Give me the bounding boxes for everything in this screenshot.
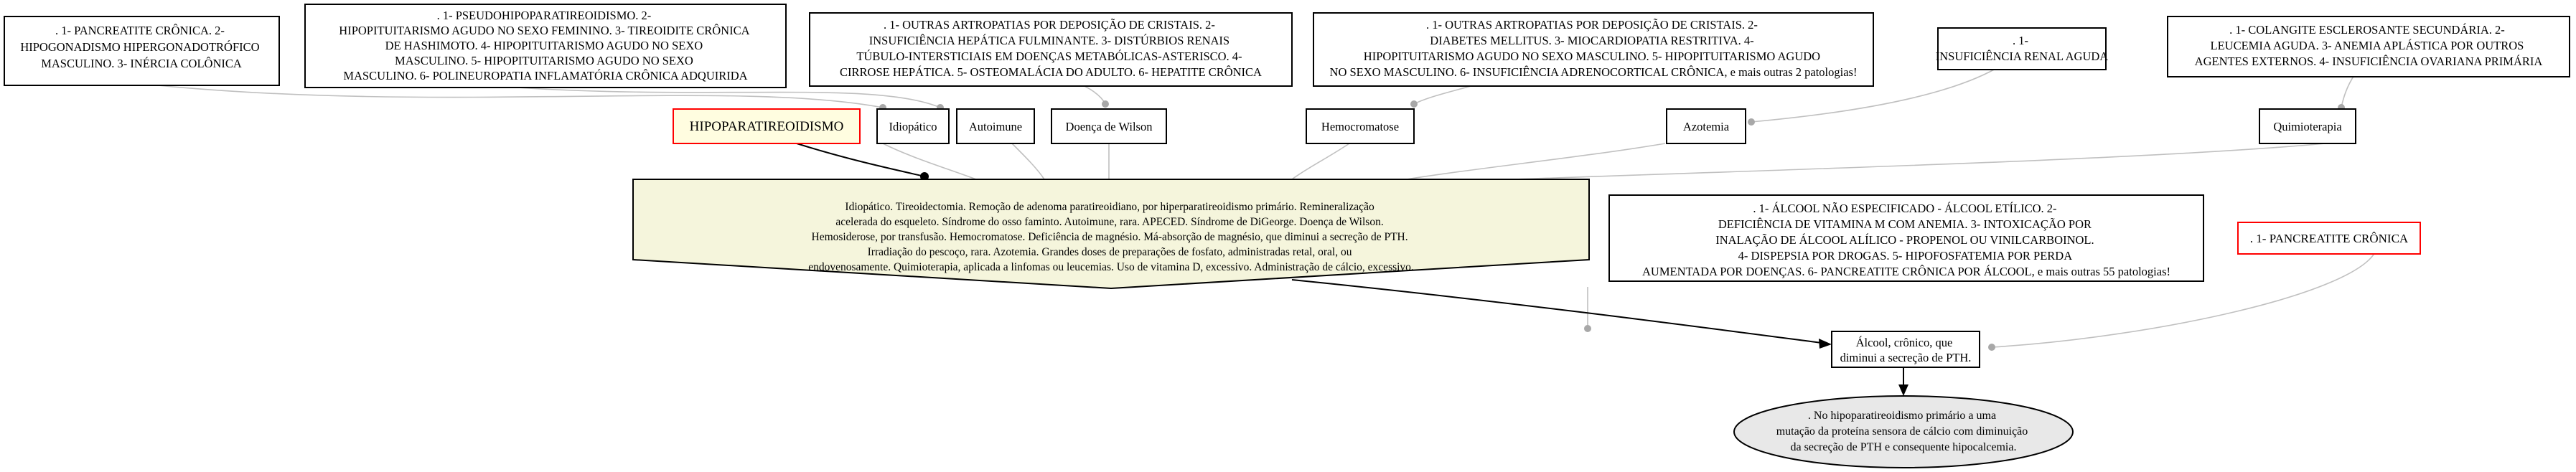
node-alcool-cronico — [1832, 331, 1980, 367]
text-line: Idiopático. Tireoidectomia. Remoção de adenoma paratireoidiano, por hiperparatireoidismo primário. Remineralização — [845, 201, 1374, 213]
note-pseudohipoparatireoidismo — [305, 4, 786, 88]
text-line: AUMENTADA POR DOENÇAS. 6- PANCREATITE CRÔNICA POR ÁLCOOL, e mais outras 55 patologias! — [1642, 265, 2170, 278]
text-line: . No hipoparatireoidismo primário a uma — [1807, 410, 1997, 422]
text-line: endovenosamente. Quimioterapia, aplicada a linfomas ou leucemias. Uso de vitamina D, excessivo. Administração de cálcio, excessivo. — [808, 261, 1414, 273]
text-line: MASCULINO. 5- HIPOPITUITARISMO AGUDO NO SEXO — [395, 54, 693, 67]
top-notes — [4, 4, 2570, 88]
note-artropatias-cirrose — [810, 13, 1292, 86]
node-text — [20, 24, 262, 70]
text-line: HIPOGONADISMO HIPERGONADOTRÓFICO — [20, 40, 260, 54]
text-line: MASCULINO. 3- INÉRCIA COLÔNICA — [41, 57, 242, 70]
note-alcool-patologias — [1609, 195, 2203, 281]
text-line: TÚBULO-INTERSTICIAIS EM DOENÇAS METABÓLICAS-ASTERISCO. 4- — [856, 49, 1242, 63]
text-line: da secreção de PTH e consequente hipocalcemia. — [1790, 441, 2017, 453]
text-line: . 1- PSEUDOHIPOPARATIREOIDISMO. 2- — [436, 9, 652, 22]
node-text — [808, 201, 1414, 273]
dot-wilson — [1102, 100, 1109, 108]
edge-note6-quimioterapia — [2341, 75, 2354, 108]
text-line: DEFICIÊNCIA DE VITAMINA M COM ANEMIA. 3- INTOXICAÇÃO POR — [1718, 217, 2092, 231]
text-line: acelerada do esqueleto. Síndrome do osso faminto. Autoimune, rara. APECED. Síndrome de DiGeorge. Doença de Wilson. — [835, 216, 1384, 228]
node-text: HIPOPARATIREOIDISMO — [689, 119, 844, 134]
cause-nodes — [673, 109, 2356, 143]
edge-hemocromatose-central — [1292, 143, 1349, 179]
node-autoimune — [957, 109, 1034, 143]
text-line: Álcool, crônico, que — [1855, 336, 1953, 349]
node-hipoparatireoidismo — [673, 109, 860, 143]
text-line: mutação da proteína sensora de cálcio com diminuição — [1776, 425, 2028, 438]
text-line: DIABETES MELLITUS. 3- MIOCARDIOPATIA RESTRITIVA. 4- — [1430, 34, 1754, 47]
text-line: NO SEXO MASCULINO. 6- INSUFICIÊNCIA ADRENOCORTICAL CRÔNICA, e mais outras 2 patologias! — [1329, 65, 1858, 79]
node-text — [2195, 23, 2543, 68]
result-node — [1734, 396, 2073, 468]
edge-azotemia-central — [1407, 143, 1665, 179]
node-text: . 1- PANCREATITE CRÔNICA — [2249, 232, 2409, 245]
node-azotemia — [1667, 109, 1746, 143]
node-text: Hemocromatose — [1321, 120, 1400, 133]
text-line: LEUCEMIA AGUDA. 3- ANEMIA APLÁSTICA POR OUTROS — [2210, 39, 2524, 52]
note-colangite — [2168, 16, 2570, 77]
arrow-central-alcool — [1819, 339, 1832, 349]
note-pancreatite-hipogonadismo — [4, 16, 279, 85]
text-line: INSUFICIÊNCIA HEPÁTICA FULMINANTE. 3- DISTÚRBIOS RENAIS — [868, 34, 1230, 47]
text-line: . 1- — [2012, 34, 2028, 47]
edge-quimioterapia-central — [1514, 143, 2326, 179]
node-text: Idiopático — [889, 120, 937, 133]
edge-idiopatico-central — [883, 143, 976, 179]
note-insuficiencia-renal — [1936, 28, 2109, 70]
node-idiopatico — [877, 109, 949, 143]
text-line: HIPOPITUITARISMO AGUDO NO SEXO FEMININO. 3- TIREOIDITE CRÔNICA — [339, 24, 749, 37]
text-line: MASCULINO. 6- POLINEUROPATIA INFLAMATÓRIA CRÔNICA ADQUIRIDA — [343, 69, 748, 82]
dot-hemocromatose — [1410, 100, 1418, 108]
text-line: INALAÇÃO DE ÁLCOOL ALÍLICO - PROPENOL OU VINILCARBOINOL. — [1715, 233, 2094, 247]
text-line: DE HASHIMOTO. 4- HIPOPITUITARISMO AGUDO NO SEXO — [385, 39, 703, 52]
text-line: . 1- OUTRAS ARTROPATIAS POR DEPOSIÇÃO DE CRISTAIS. 2- — [1425, 18, 1758, 32]
text-line: . 1- ÁLCOOL NÃO ESPECIFICADO - ÁLCOOL ETÍLICO. 2- — [1753, 202, 2057, 215]
node-text: Azotemia — [1682, 120, 1730, 133]
node-text: Autoimune — [968, 120, 1023, 133]
node-hemocromatose — [1306, 109, 1414, 143]
node-quimioterapia — [2259, 109, 2356, 143]
text-line: . 1- PANCREATITE CRÔNICA. 2- — [55, 24, 225, 37]
node-doenca-de-wilson — [1052, 109, 1166, 143]
node-text — [1776, 410, 2031, 453]
note-pancreatite-cronica — [2238, 222, 2420, 254]
text-line: . 1- COLANGITE ESCLEROSANTE SECUNDÁRIA. 2- — [2229, 23, 2505, 37]
text-line: HIPOPITUITARISMO AGUDO NO SEXO MASCULINO. 5- HIPOPITUITARISMO AGUDO — [1363, 49, 1821, 63]
text-line: Irradiação do pescoço, rara. Azotemia. Grandes doses de preparações de fosfato, administradas retal, oral, ou — [867, 246, 1352, 258]
dot-pancreatite — [1988, 344, 1995, 351]
edge-hipo-central — [797, 143, 922, 176]
text-line: 4- DISPEPSIA POR DROGAS. 5- HIPOFOSFATEMIA POR PERDA — [1738, 249, 2072, 263]
text-line: . 1- OUTRAS ARTROPATIAS POR DEPOSIÇÃO DE CRISTAIS. 2- — [883, 18, 1215, 32]
node-text: Doença de Wilson — [1065, 120, 1153, 133]
text-line: CIRROSE HEPÁTICA. 5- OSTEOMALÁCIA DO ADULTO. 6- HEPATITE CRÔNICA — [840, 65, 1262, 79]
text-line: Hemosiderose, por transfusão. Hemocromatose. Deficiência de magnésio. Má-absorção de magnésio, que diminui a secreção de PTH. — [811, 231, 1408, 243]
note-artropatias-diabetes — [1313, 13, 1873, 86]
text-line: diminui a secreção de PTH. — [1840, 351, 1972, 364]
arrow-alcool-result — [1898, 384, 1908, 396]
edge-autoimune-central — [1012, 143, 1044, 179]
central-causes-node — [633, 179, 1589, 288]
node-text: Quimioterapia — [2273, 120, 2342, 133]
edge-central-alcool — [1292, 280, 1822, 343]
edge-note2-autoimune — [517, 88, 940, 108]
text-line: AGENTES EXTERNOS. 4- INSUFICIÊNCIA OVARIANA PRIMÁRIA — [2194, 55, 2543, 68]
text-line: INSUFICIÊNCIA RENAL AGUDA — [1935, 49, 2109, 63]
dot-azotemia — [1748, 118, 1755, 126]
dot-alcoolnote — [1584, 325, 1591, 332]
